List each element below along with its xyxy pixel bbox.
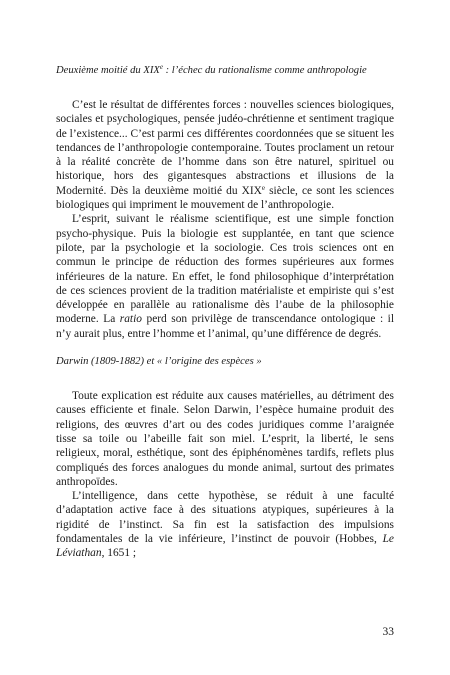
paragraph-text-continued: , 1651 ; [101,547,137,560]
heading-superscript: e [159,63,163,71]
paragraph-4 [56,489,394,560]
italic-book-title: Le Léviathan [56,533,394,560]
century-superscript: e [261,183,265,192]
paragraph-text: C’est le résultat de différentes forces : nouvelles sciences biologiques, sociales et psychologiques, pensée judéo-chrétienne et sentiment tragique de l’existence... C’est parmi ces différentes coordonnées que se situent les tendances de l’anthropologie contemporaine. Toutes proclament un retour à la réalité concrète de l’homme dans son être naturel, spirituel ou historique, hors des gigantesques abstractions et illusions de la Modernité. Dès la deuxième moitié du XIX [56,99,394,197]
page-content [56,64,394,561]
paragraph-text: L’esprit, suivant le réalisme scientifique, est une simple fonction psycho-physique. Puis la biologie est supplantée, en tant que science pilote, par la psychologie et la sociologie. Ces trois sciences ont en commun le principe de réduction des formes supérieures aux formes inférieures de la nature. En effet, le fond philosophique d’interprétation de ces sciences provient de la tradition matérialiste et empiriste qui s’est développée en parallèle au rationalisme dès l’aube de la philosophie moderne. La [56,213,394,326]
paragraph-1 [56,98,394,212]
page-number: 33 [382,626,394,638]
heading-text: Deuxième moitié du XIX [56,65,160,76]
paragraph-3 [56,389,394,489]
italic-term-ratio: ratio [119,313,142,326]
paragraph-text: L’intelligence, dans cette hypothèse, se réduit à une faculté d’adaptation active face à des situations atypiques, supérieures à la rigidité de l’instinct. Sa fin est la satisfaction des impulsions fondamentales de la vie inférieure, l’instinct de pouvoir (Hobbes, [56,490,394,546]
paragraph-text: Toute explication est réduite aux causes matérielles, au détriment des causes efficiente et finale. Selon Darwin, l’espèce humaine produit des religions, des œuvres d’art ou des codes juridiques comme l’araignée tisse sa toile ou l’abeille fait son miel. L’esprit, la liberté, le sens religieux, moral, esthétique, sont des épiphénomènes tardifs, reflets plus compliqués des forces analogues du monde animal, surtout des primates anthropoïdes. [56,390,394,488]
section-heading-darwin: Darwin (1809-1882) et « l’origine des espèces » [56,356,262,368]
section-heading-rationalism [56,64,394,77]
heading-text-continued: : l’échec du rationalisme comme anthropologie [162,65,367,76]
paragraph-text-continued: perd son privilège de transcendance ontologique : il n’y aurait plus, entre l’homme et l’animal, qu’une différence de degrés. [56,313,394,340]
paragraph-2 [56,212,394,341]
paragraph-text-continued: siècle, ce sont les sciences biologiques qui impriment le mouvement de l’anthropologie. [56,184,395,212]
